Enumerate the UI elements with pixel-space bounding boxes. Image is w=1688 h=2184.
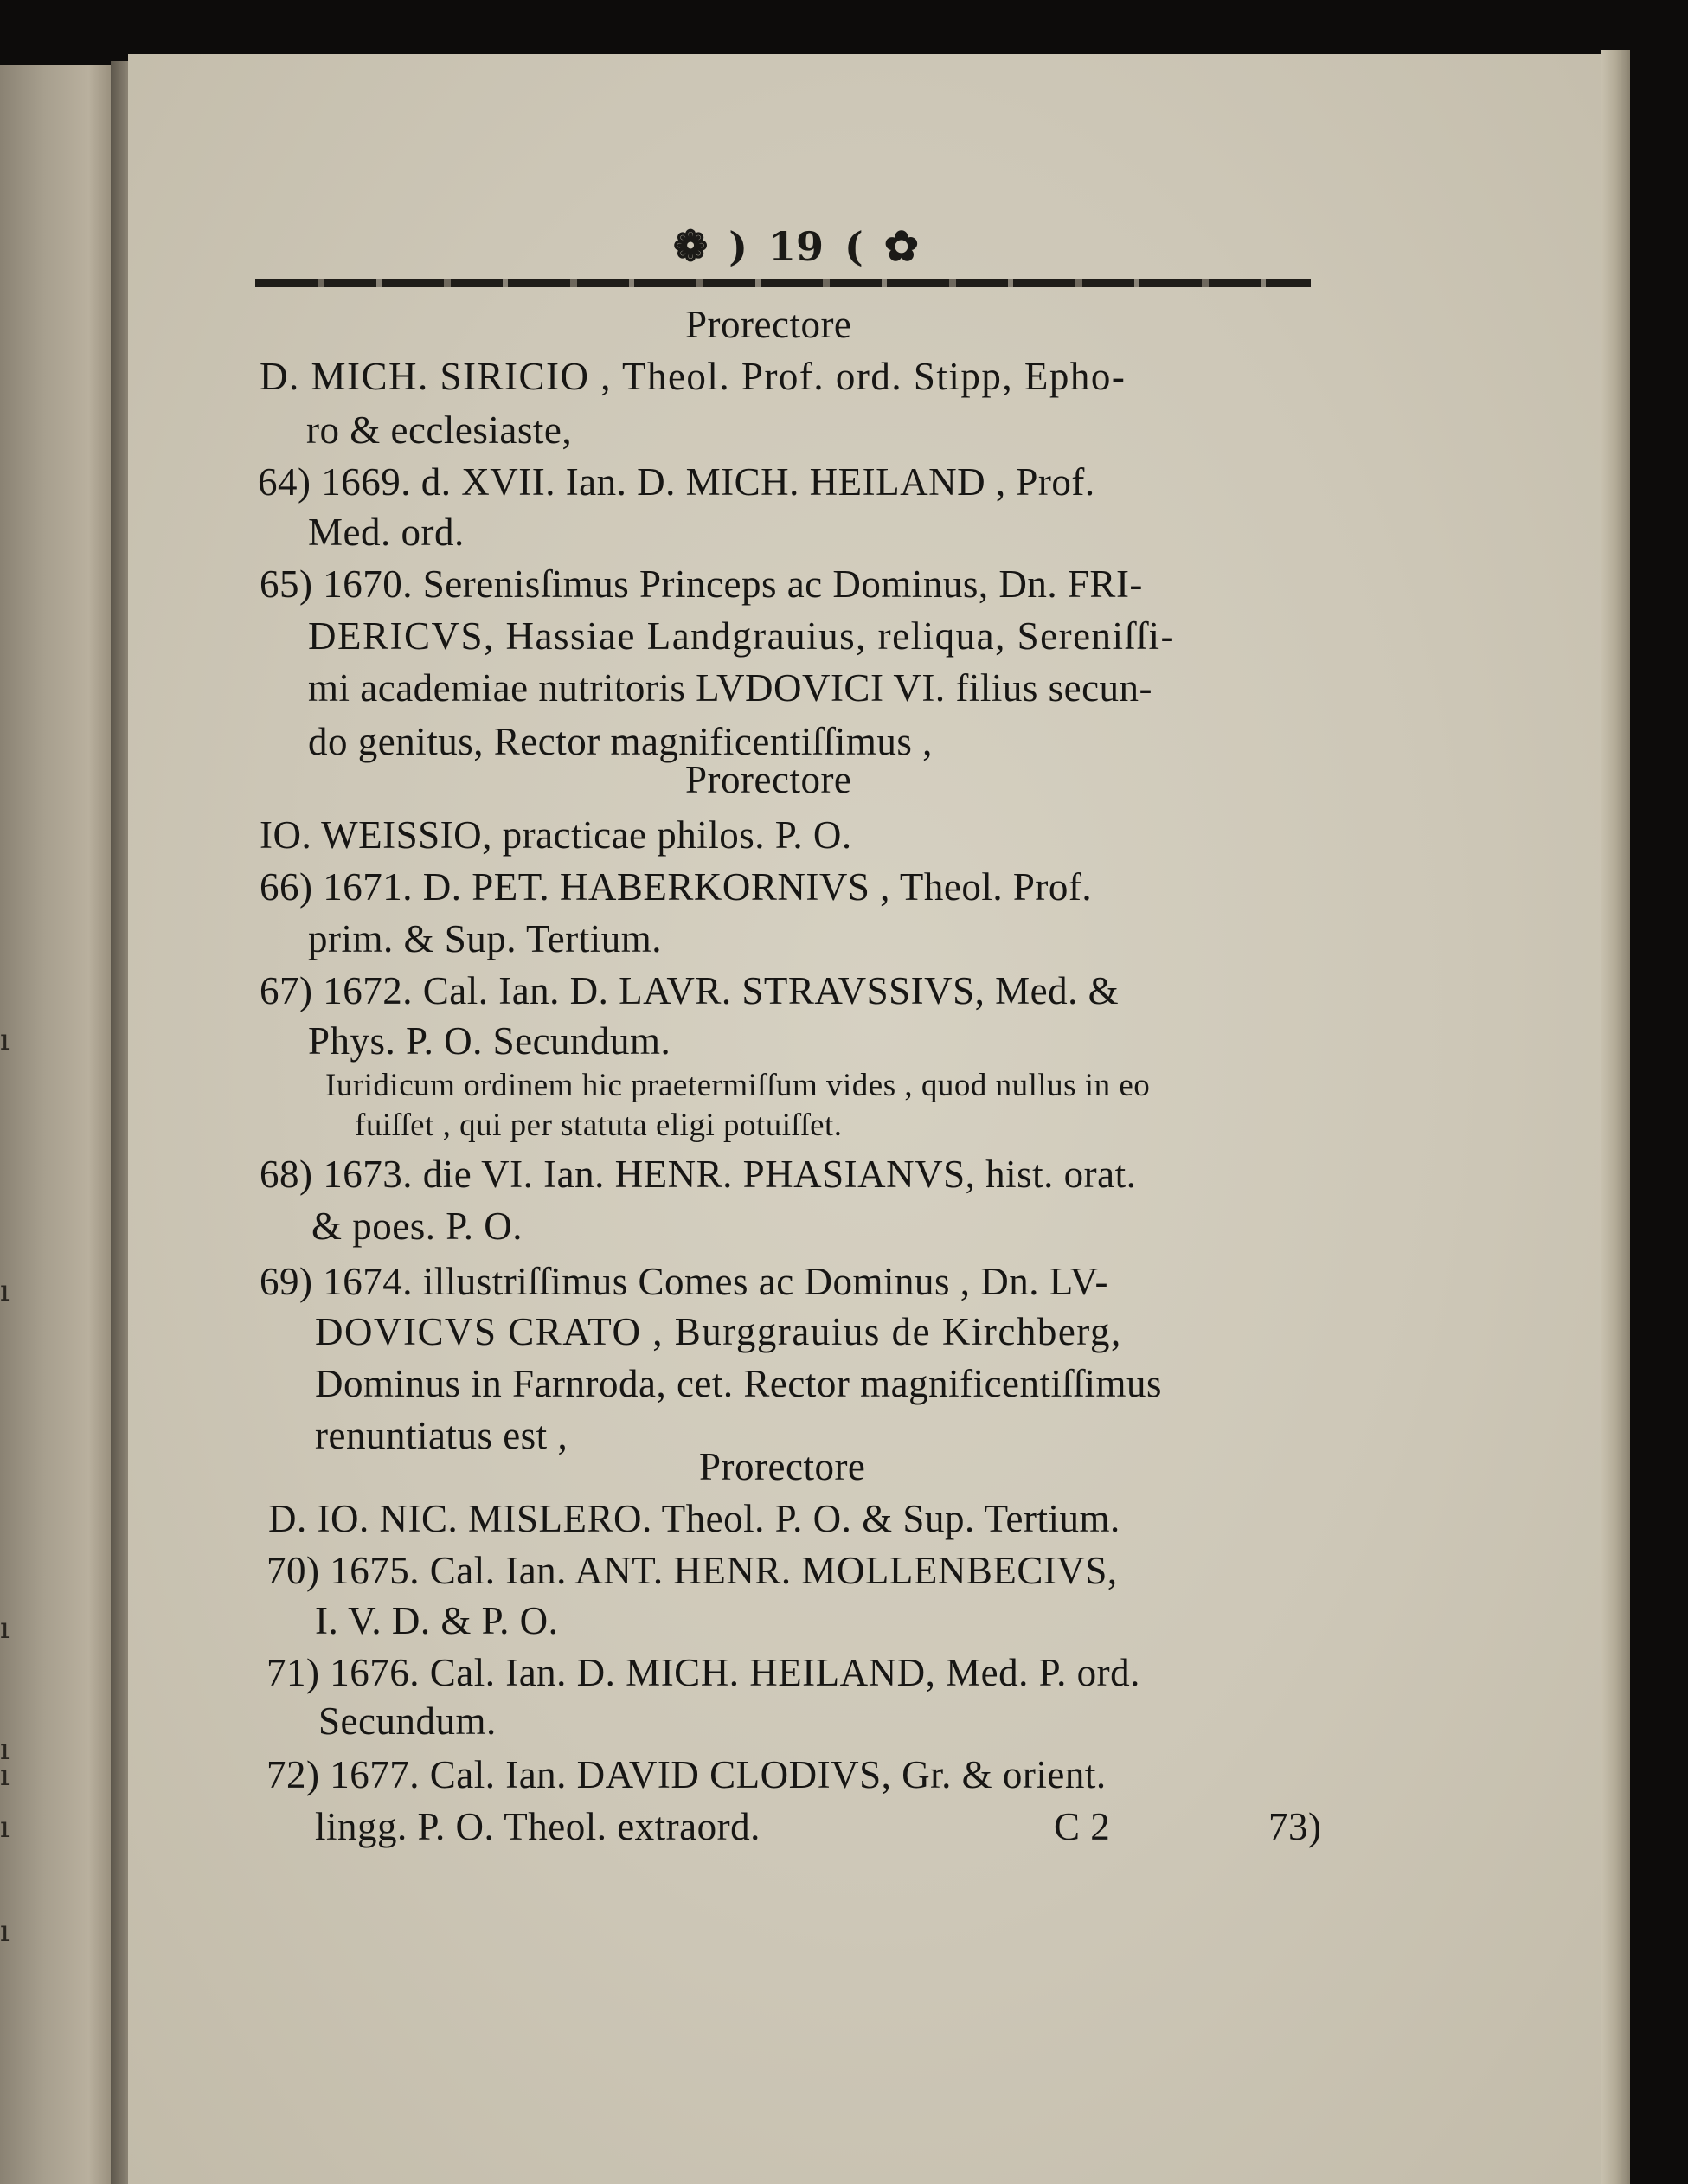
facing-page-mark: ı <box>0 1810 10 1845</box>
facing-page-mark: ı <box>0 1732 10 1767</box>
text-line: mi academiae nutritoris LVDOVICI VI. filius secun- <box>308 666 1153 710</box>
entry-68: 68) 1673. die VI. Ian. HENR. PHASIANVS, hist. orat. <box>260 1153 1137 1196</box>
text-line: Med. ord. <box>308 511 465 554</box>
entry-71: 71) 1676. Cal. Ian. D. MICH. HEILAND, Med. P. ord. <box>266 1651 1140 1694</box>
heading-prorectore: Prorectore <box>685 758 852 801</box>
text-line: IO. WEISSIO, practicae philos. P. O. <box>260 813 852 857</box>
text-line: Phys. P. O. Secundum. <box>308 1019 671 1063</box>
catchword: 73) <box>1268 1805 1322 1848</box>
text-line: DERICVS, Hassiae Landgrauius, reliqua, Sereniſſi- <box>308 614 1176 658</box>
ornament-left-icon: ❁ <box>673 222 709 271</box>
text-line: I. V. D. & P. O. <box>315 1599 559 1642</box>
text-line: Secundum. <box>318 1699 497 1743</box>
ornament-right-icon: ✿ <box>883 222 919 271</box>
entry-70: 70) 1675. Cal. Ian. ANT. HENR. MOLLENBECIVS, <box>266 1549 1118 1592</box>
entry-69: 69) 1674. illustriſſimus Comes ac Dominus , Dn. LV- <box>260 1260 1108 1303</box>
entry-72: 72) 1677. Cal. Ian. DAVID CLODIVS, Gr. & orient. <box>266 1753 1107 1796</box>
page-number: 19 <box>767 223 824 270</box>
text-line: ro & ecclesiaste, <box>306 408 573 452</box>
header-paren-left: ) <box>728 223 748 270</box>
text-line: renuntiatus est , <box>315 1414 568 1457</box>
text-line: DOVICVS CRATO , Burggrauius de Kirchberg, <box>315 1310 1122 1353</box>
facing-page-mark: ı <box>0 1274 10 1308</box>
header-paren-right: ( <box>844 223 863 270</box>
text-line: D. MICH. SIRICIO , Theol. Prof. ord. Stipp, Epho- <box>260 355 1126 398</box>
entry-64: 64) 1669. d. XVII. Ian. D. MICH. HEILAND , Prof. <box>258 460 1095 504</box>
text-line: do genitus, Rector magnificentiſſimus , <box>308 720 933 763</box>
footnote-line: Iuridicum ordinem hic praetermiſſum vides , quod nullus in eo <box>325 1068 1151 1103</box>
heading-prorectore: Prorectore <box>699 1445 866 1488</box>
facing-page-mark: ı <box>0 1914 10 1949</box>
text-line: & poes. P. O. <box>311 1204 523 1248</box>
facing-page-mark: ı <box>0 1023 10 1057</box>
entry-67: 67) 1672. Cal. Ian. D. LAVR. STRAVSSIVS, Med. & <box>260 969 1120 1012</box>
heading-prorectore: Prorectore <box>685 303 852 346</box>
entry-65: 65) 1670. Serenisſimus Princeps ac Dominus, Dn. FRI- <box>260 562 1143 606</box>
text-line: prim. & Sup. Tertium. <box>308 917 663 960</box>
text-line: D. IO. NIC. MISLERO. Theol. P. O. & Sup. Tertium. <box>268 1497 1120 1540</box>
text-line: Dominus in Farnroda, cet. Rector magnificentiſſimus <box>315 1362 1163 1405</box>
facing-page-mark: ı <box>0 1758 10 1793</box>
text-line: lingg. P. O. Theol. extraord. <box>315 1805 761 1848</box>
entry-66: 66) 1671. D. PET. HABERKORNIVS , Theol. Prof. <box>260 865 1093 909</box>
footnote-line: fuiſſet , qui per statuta eligi potuiſſet. <box>355 1108 843 1143</box>
facing-page-mark: ı <box>0 1611 10 1646</box>
signature-mark: C 2 <box>1054 1805 1111 1848</box>
